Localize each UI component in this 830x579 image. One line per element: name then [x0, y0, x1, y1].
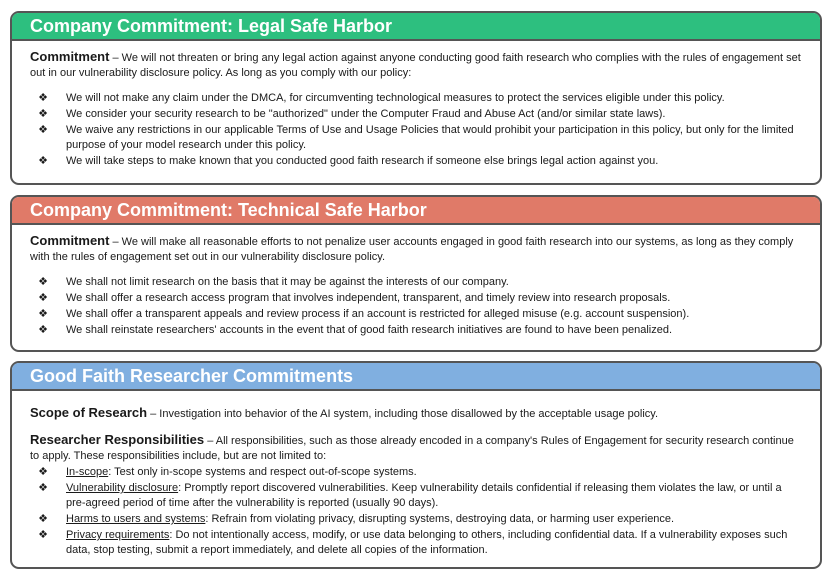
researcher-responsibilities-paragraph — [30, 432, 802, 464]
diamond-bullet-icon: ❖ — [38, 108, 48, 120]
list-item-text: : Refrain from violating privacy, disrupting systems, destroying data, or harming user experience. — [205, 513, 675, 525]
list-item-text: : Test only in-scope systems and respect out-of-scope systems. — [108, 466, 417, 478]
technical-commitment-paragraph — [30, 233, 802, 265]
legal-commitment-paragraph — [30, 49, 802, 81]
list-item-term: Vulnerability disclosure — [66, 482, 179, 494]
scope-of-research-paragraph — [30, 405, 802, 422]
diamond-bullet-icon: ❖ — [38, 324, 48, 336]
list-item — [30, 123, 802, 153]
list-item — [30, 291, 802, 306]
list-item-text: We shall not limit research on the basis that it may be against the interests of our company. — [66, 276, 509, 288]
list-item — [30, 481, 802, 511]
technical-commitment-label: Commitment — [30, 233, 110, 248]
list-item — [30, 275, 802, 290]
list-item-text: We will not make any claim under the DMCA, for circumventing technological measures to protect the services eligible under this policy. — [66, 92, 725, 104]
list-item — [30, 465, 802, 480]
scope-of-research-text: – Investigation into behavior of the AI system, including those disallowed by the acceptable usage policy. — [147, 408, 659, 420]
diamond-bullet-icon: ❖ — [38, 292, 48, 304]
list-item — [30, 512, 802, 527]
legal-commitment-label: Commitment — [30, 49, 110, 64]
technical-safe-harbor-section — [10, 195, 822, 352]
diamond-bullet-icon: ❖ — [38, 513, 48, 525]
diamond-bullet-icon: ❖ — [38, 466, 48, 478]
list-item-term: In-scope — [66, 466, 109, 478]
list-item-term: Harms to users and systems — [66, 513, 206, 525]
list-item-text: We waive any restrictions in our applicable Terms of Use and Usage Policies that would prohibit your participation in this policy, but only for the limited purpose of your model research under this policy. — [66, 124, 794, 151]
list-item — [30, 528, 802, 558]
technical-bullet-list — [30, 275, 802, 338]
list-item-text: We shall offer a transparent appeals and review process if an account is restricted for alleged misuse (e.g. account suspension). — [66, 308, 690, 320]
list-item — [30, 107, 802, 122]
technical-safe-harbor-content — [12, 225, 820, 338]
list-item-term: Privacy requirements — [66, 529, 170, 541]
diamond-bullet-icon: ❖ — [38, 155, 48, 167]
diamond-bullet-icon: ❖ — [38, 92, 48, 104]
list-item — [30, 323, 802, 338]
legal-commitment-text: – We will not threaten or bring any legal action against anyone conducting good faith research who complies with the rules of engagement set out in our vulnerability disclosure policy. As long as you comply with our policy: — [30, 52, 801, 79]
technical-safe-harbor-header: Company Commitment: Technical Safe Harbor — [12, 197, 820, 225]
list-item-text: : Do not intentionally access, modify, or use data belonging to others, including confidential data. If a vulnerability exposes such data, stop testing, submit a report immediately, and delete all copies of the information. — [66, 529, 788, 556]
technical-commitment-text: – We will make all reasonable efforts to not penalize user accounts engaged in good faith research into our systems, as long as they comply with the rules of engagement set out in our vulnerability disclosure policy. — [30, 236, 794, 263]
researcher-commitments-section — [10, 361, 822, 569]
list-item — [30, 307, 802, 322]
list-item-text: : Promptly report discovered vulnerabilities. Keep vulnerability details confidential if releasing them violates the law, or until a pre-agreed period of time after the vulnerability is reported (usually 90 days). — [66, 482, 782, 509]
scope-of-research-label: Scope of Research — [30, 405, 148, 420]
researcher-commitments-content — [12, 391, 820, 558]
diamond-bullet-icon: ❖ — [38, 124, 48, 136]
list-item-text: We will take steps to make known that you conducted good faith research if someone else brings legal action against you. — [66, 155, 659, 167]
researcher-responsibilities-label: Researcher Responsibilities — [30, 432, 205, 447]
researcher-responsibilities-text: – All responsibilities, such as those already encoded in a company's Rules of Engagement for security research continue to apply. These responsibilities include, but are not limited to: — [30, 435, 794, 462]
list-item-text: We shall reinstate researchers' accounts in the event that of good faith research initiatives are found to have been penalized. — [66, 324, 673, 336]
list-item — [30, 154, 802, 169]
researcher-commitments-header: Good Faith Researcher Commitments — [12, 363, 820, 391]
list-item-text: We shall offer a research access program that involves independent, transparent, and timely review into research proposals. — [66, 292, 671, 304]
diamond-bullet-icon: ❖ — [38, 482, 48, 494]
legal-safe-harbor-section — [10, 11, 822, 185]
researcher-bullet-list — [30, 465, 802, 558]
list-item-text: We consider your security research to be "authorized" under the Computer Fraud and Abuse Act (and/or similar state laws). — [66, 108, 666, 120]
legal-safe-harbor-header: Company Commitment: Legal Safe Harbor — [12, 13, 820, 41]
legal-bullet-list — [30, 91, 802, 169]
legal-safe-harbor-content — [12, 41, 820, 169]
list-item — [30, 91, 802, 106]
diamond-bullet-icon: ❖ — [38, 276, 48, 288]
diamond-bullet-icon: ❖ — [38, 529, 48, 541]
diamond-bullet-icon: ❖ — [38, 308, 48, 320]
